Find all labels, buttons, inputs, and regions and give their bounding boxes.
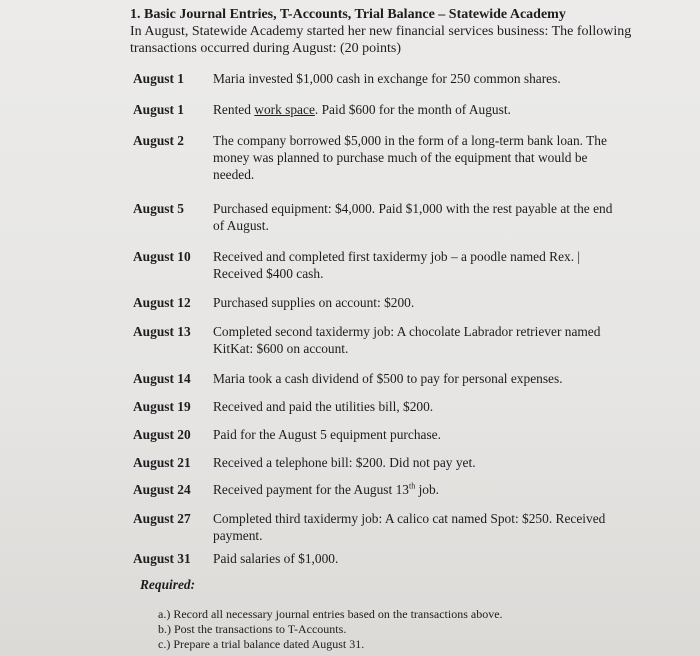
transaction-date: August 2 bbox=[133, 133, 184, 148]
transaction-desc: Received payment for the August 13th job. bbox=[213, 481, 440, 497]
required-item: b.) Post the transactions to T-Accounts. bbox=[158, 622, 347, 636]
transaction-desc: Maria invested $1,000 cash in exchange for 250 common shares. bbox=[213, 71, 561, 86]
transaction-desc: Received a telephone bill: $200. Did not pay yet. bbox=[213, 455, 476, 470]
transaction-desc: Maria took a cash dividend of $500 to pay for personal expenses. bbox=[213, 371, 563, 386]
question-title: 1. Basic Journal Entries, T-Accounts, Trial Balance – Statewide Academy bbox=[130, 7, 566, 22]
question-header bbox=[130, 6, 650, 57]
transaction-desc: Completed third taxidermy job: A calico cat named Spot: $250. Received payment. bbox=[213, 511, 606, 543]
transaction-date: August 20 bbox=[133, 427, 191, 442]
transaction-date: August 13 bbox=[133, 324, 191, 339]
required-item: c.) Prepare a trial balance dated August 31. bbox=[158, 637, 365, 651]
transaction-date: August 19 bbox=[133, 399, 191, 414]
transaction-date: August 5 bbox=[133, 201, 184, 216]
transaction-date: August 21 bbox=[133, 455, 191, 470]
ordinal-suffix: th bbox=[408, 481, 416, 491]
transaction-desc: Completed second taxidermy job: A chocolate Labrador retriever named KitKat: $600 on account. bbox=[213, 324, 601, 356]
transaction-date: August 1 bbox=[133, 102, 184, 117]
transaction-desc: Received and completed first taxidermy job – a poodle named Rex. | Received $400 cash. bbox=[213, 249, 581, 281]
required-label: Required: bbox=[140, 577, 196, 592]
required-item: a.) Record all necessary journal entries based on the transactions above. bbox=[158, 607, 503, 621]
underlined-text: work space bbox=[254, 102, 315, 117]
transaction-desc: Purchased supplies on account: $200. bbox=[213, 295, 415, 310]
transaction-desc: Paid salaries of $1,000. bbox=[213, 551, 339, 566]
transaction-desc: Purchased equipment: $4,000. Paid $1,000 with the rest payable at the end of August. bbox=[213, 201, 613, 233]
transaction-date: August 1 bbox=[133, 71, 184, 86]
question-intro: In August, Statewide Academy started her new financial services business: The following transactions occurred during August: (20 points) bbox=[130, 24, 632, 56]
transaction-desc: Paid for the August 5 equipment purchase. bbox=[213, 427, 441, 442]
transaction-date: August 10 bbox=[133, 249, 191, 264]
transaction-desc: The company borrowed $5,000 in the form of a long-term bank loan. The money was planned to purchase much of the equipment that would be needed. bbox=[213, 133, 607, 182]
transaction-date: August 24 bbox=[133, 482, 191, 497]
transaction-desc: Received and paid the utilities bill, $200. bbox=[213, 399, 434, 414]
required-list bbox=[158, 607, 503, 652]
transaction-date: August 12 bbox=[133, 295, 191, 310]
transaction-date: August 31 bbox=[133, 551, 191, 566]
transaction-date: August 27 bbox=[133, 511, 191, 526]
transaction-desc: Rented work space. Paid $600 for the month of August. bbox=[213, 102, 511, 117]
transaction-date: August 14 bbox=[133, 371, 191, 386]
